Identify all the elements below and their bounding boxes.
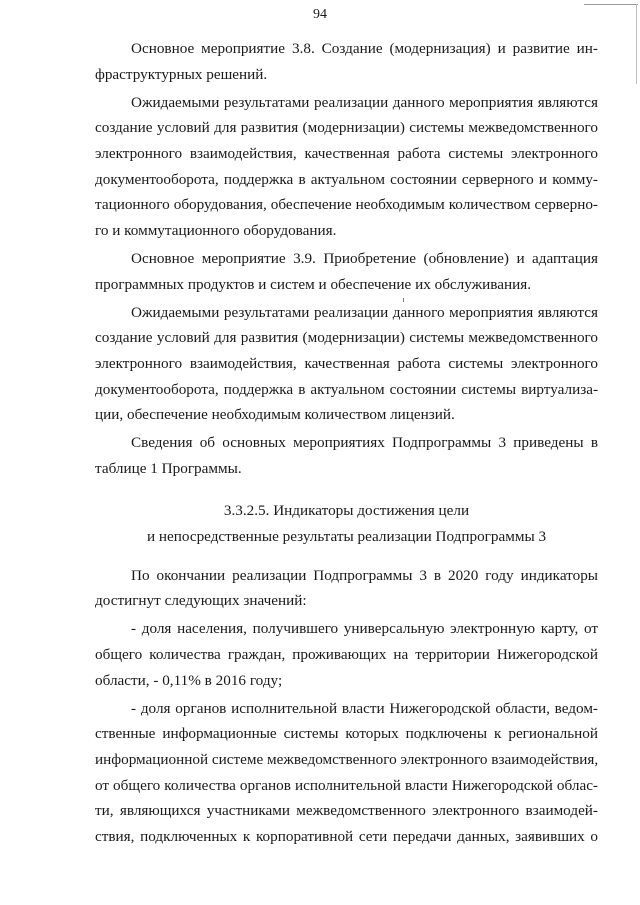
text-line: Сведения об основных мероприятиях Подпрограммы 3 приведены в [131, 434, 598, 452]
page-number: 94 [313, 7, 327, 22]
text-line: от общего количества органов исполнительной власти Нижегородской облас- [95, 776, 598, 794]
text-line: документооборота, поддержка в актуальном состоянии системы виртуализа- [95, 380, 598, 398]
text-line: - доля населения, получившего универсальную электронную карту, от [131, 620, 598, 638]
text-line: ти, являющихся участниками межведомственного электронного взаимодей- [95, 802, 598, 820]
text-line: программных продуктов и систем и обеспечение их обслуживания. [95, 275, 532, 293]
text-line: документооборота, поддержка в актуальном состоянии серверного и комму- [95, 170, 598, 188]
text-line: ственные информационные системы которых подключены к региональной [95, 725, 598, 743]
section-heading [95, 498, 598, 549]
paragraph [95, 430, 598, 481]
text-line: Основное мероприятие 3.9. Приобретение (обновление) и адаптация [131, 249, 598, 267]
text-line: электронного взаимодействия, качественная работа системы электронного [95, 144, 598, 162]
text-line: области, - 0,11% в 2016 году; [95, 671, 283, 689]
text-line: тационного оборудования, обеспечение необходимым количеством серверно- [95, 196, 598, 214]
text-line: ции, обеспечение необходимым количеством лицензий. [95, 406, 455, 424]
text-line: го и коммутационного оборудования. [95, 221, 337, 239]
text-line: По окончании реализации Подпрограммы 3 в 2020 году индикаторы [131, 566, 598, 584]
text-line: фраструктурных решений. [95, 65, 268, 83]
text-line: Основное мероприятие 3.8. Создание (модернизация) и развитие ин- [131, 40, 598, 57]
scan-edge-mark [584, 4, 638, 5]
heading-line: 3.3.2.5. Индикаторы достижения цели [223, 502, 470, 520]
text-line: создание условий для развития (модернизации) системы межведомственного [95, 329, 598, 347]
paragraph [95, 563, 598, 614]
text-line: электронного взаимодействия, качественная работа системы электронного [95, 354, 598, 372]
text-line: ствия, подключенных к корпоративной сети передачи данных, заявивших о [95, 827, 598, 845]
paragraph [95, 300, 598, 428]
text-line: создание условий для развития (модернизации) системы межведомственного [95, 119, 598, 137]
text-line: Ожидаемыми результатами реализации данного мероприятия являются [131, 93, 598, 111]
document-body [95, 36, 598, 849]
paragraph [95, 36, 598, 87]
paragraph [95, 90, 598, 244]
list-item [95, 616, 598, 693]
list-item [95, 696, 598, 850]
text-line: общего количества граждан, проживающих на территории Нижегородской [95, 646, 598, 664]
text-line: таблице 1 Программы. [95, 459, 242, 477]
text-line: Ожидаемыми результатами реализации данного мероприятия являются [131, 303, 598, 321]
text-line: достигнут следующих значений: [95, 592, 307, 610]
text-line: информационной системе межведомственного электронного взаимодействия, [95, 751, 599, 768]
text-line: - доля органов исполнительной власти Нижегородской области, ведом- [131, 699, 598, 717]
paragraph [95, 246, 598, 297]
heading-line: и непосредственные результаты реализации Подпрограммы 3 [146, 528, 547, 546]
